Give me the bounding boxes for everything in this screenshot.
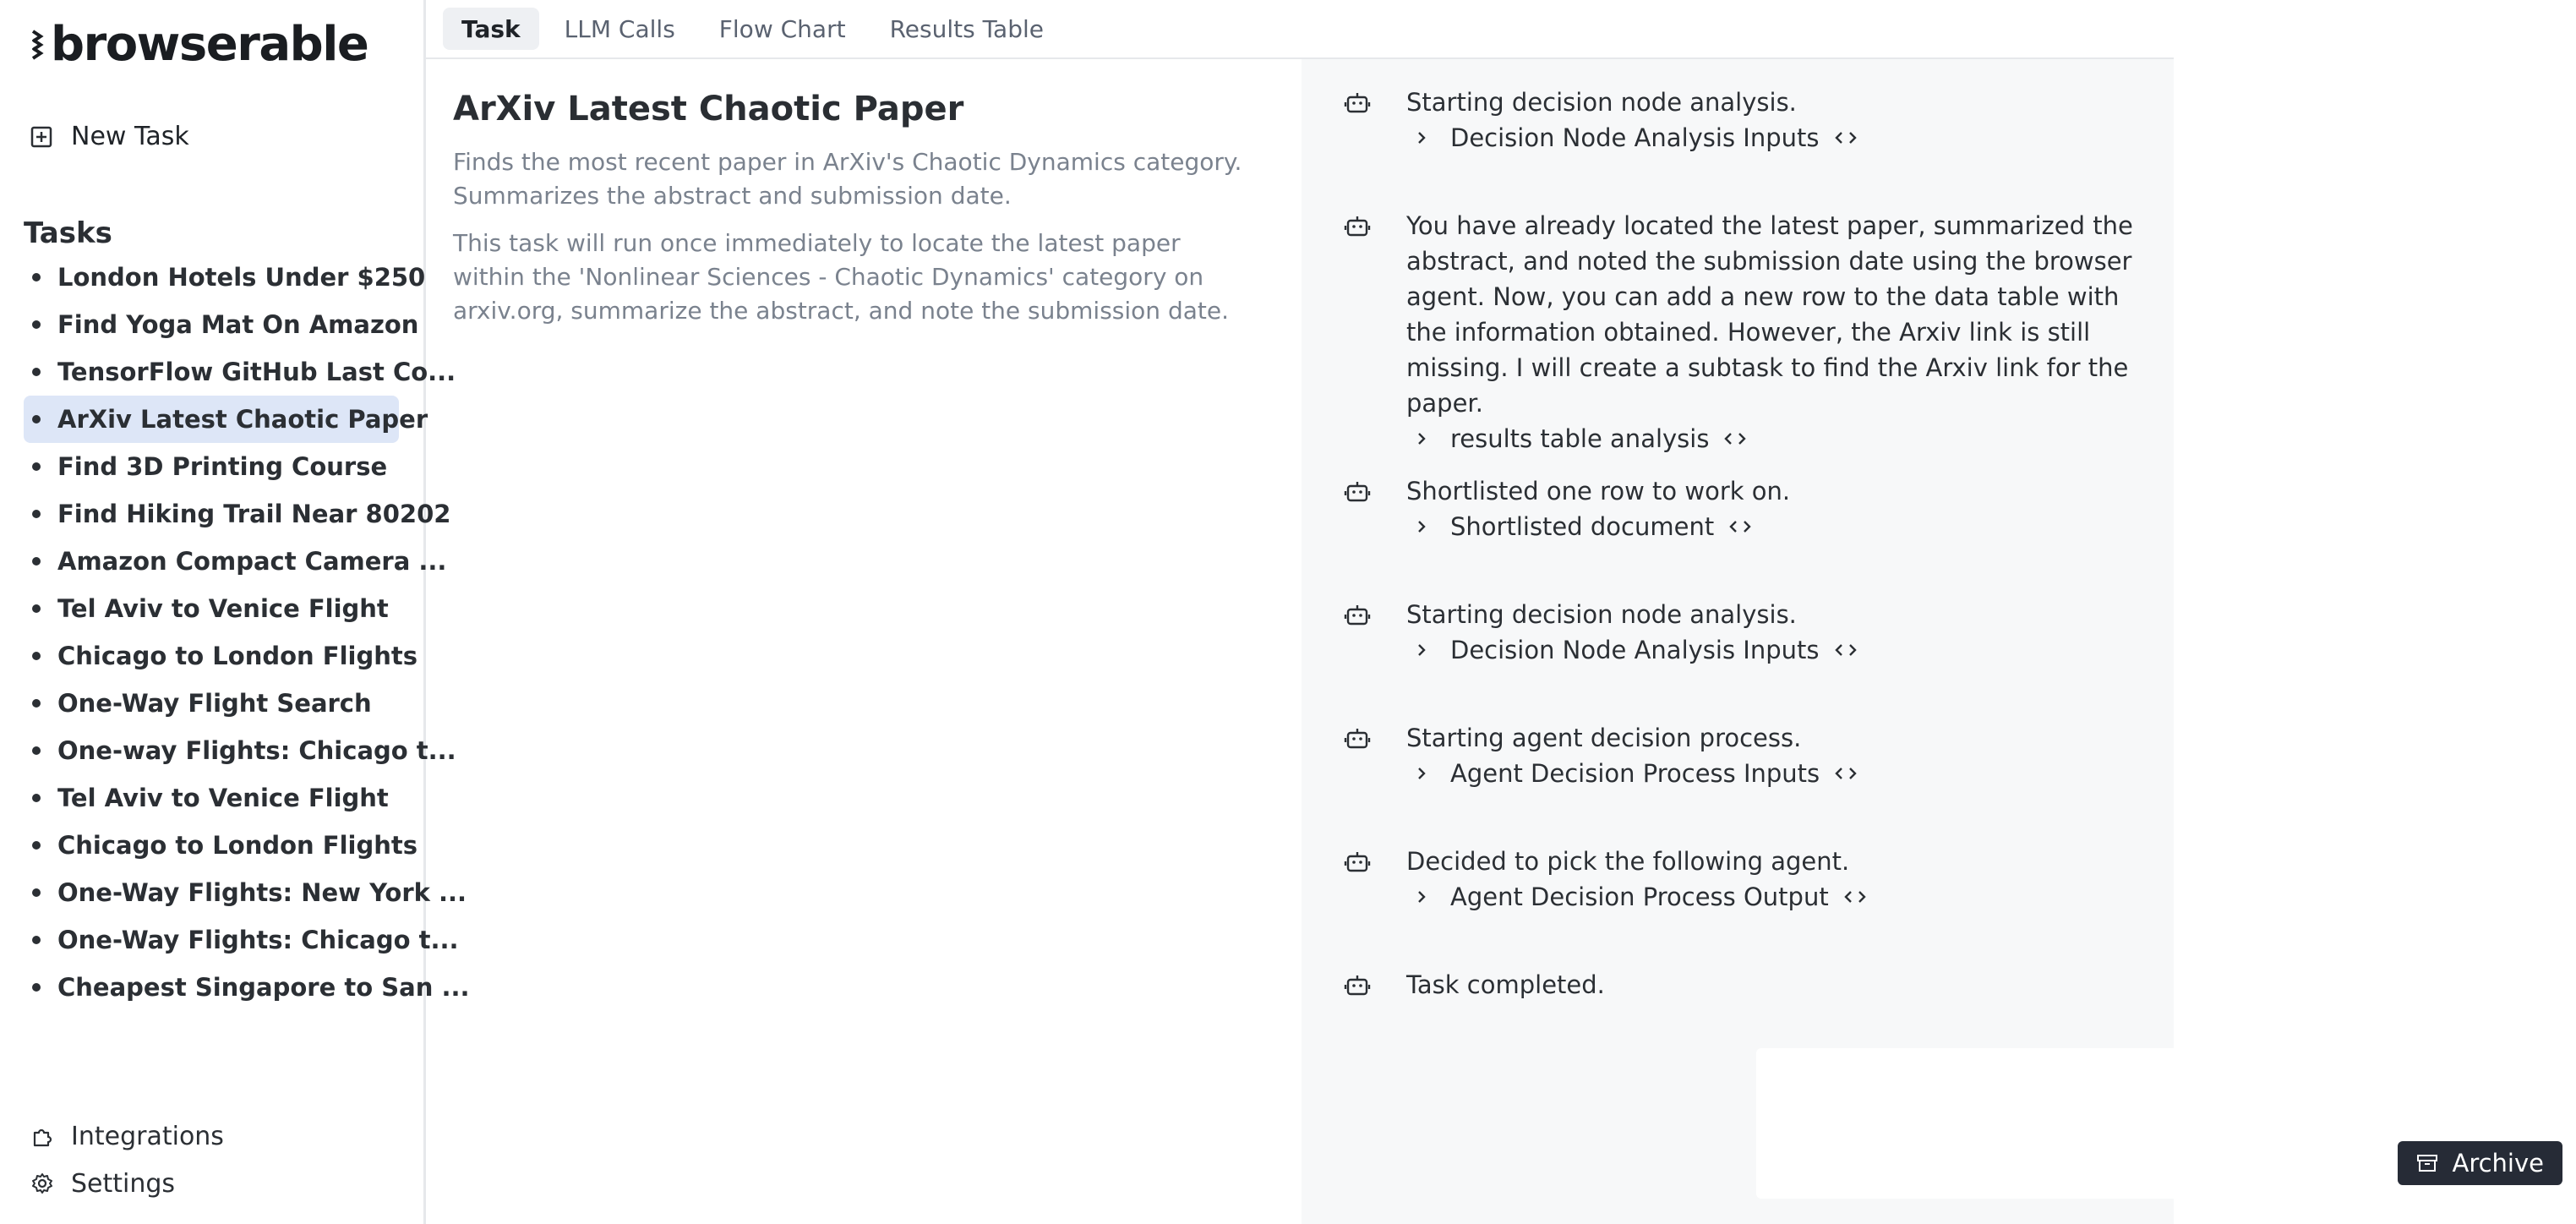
bullet-icon xyxy=(32,983,41,992)
sidebar xyxy=(0,0,470,1224)
log-entry-details-label: results table analysis xyxy=(1450,424,1710,453)
log-entry-text: Starting decision node analysis. xyxy=(1406,600,1797,629)
robot-icon xyxy=(1344,849,1371,876)
task-list xyxy=(24,254,470,1011)
task-list-item-label: Cheapest Singapore to San ... xyxy=(57,973,470,1002)
task-title: ArXiv Latest Chaotic Paper xyxy=(453,90,964,128)
log-entry-body xyxy=(1406,967,2142,1003)
log-entry xyxy=(1344,967,2131,1003)
tasks-heading: Tasks xyxy=(24,216,112,250)
bullet-icon xyxy=(32,557,41,566)
task-list-item[interactable] xyxy=(24,869,467,916)
settings-label: Settings xyxy=(71,1168,176,1199)
bullet-icon xyxy=(32,604,41,613)
code-icon[interactable] xyxy=(1727,516,1753,537)
task-list-item[interactable] xyxy=(24,585,399,632)
bullet-icon xyxy=(32,462,41,471)
bullet-icon xyxy=(32,699,41,708)
log-entry-details-toggle[interactable] xyxy=(1411,879,2142,915)
log-entry-details-toggle[interactable] xyxy=(1411,421,2142,456)
task-list-item[interactable] xyxy=(24,774,399,822)
log-entry-details-label: Agent Decision Process Output xyxy=(1450,882,1829,911)
task-list-item[interactable] xyxy=(24,632,418,680)
task-list-item-label: One-Way Flight Search xyxy=(57,689,372,718)
task-list-item-label: One-way Flights: Chicago t... xyxy=(57,736,456,765)
code-icon[interactable] xyxy=(1842,887,1868,907)
bullet-icon xyxy=(32,794,41,802)
tab-llm-calls[interactable]: LLM Calls xyxy=(564,14,675,43)
composer-box[interactable] xyxy=(1756,1048,2576,1199)
chevron-right-icon xyxy=(1411,640,1432,660)
task-description-summary: Finds the most recent paper in ArXiv's Chaotic Dynamics category. Summarizes the abstract and submission date. xyxy=(453,148,1242,210)
new-task-label: New Task xyxy=(71,122,189,151)
log-entry-details-toggle[interactable] xyxy=(1411,756,2142,791)
task-list-item[interactable] xyxy=(24,348,456,396)
log-entry-text: Starting agent decision process. xyxy=(1406,724,1802,752)
tab-task[interactable]: Task xyxy=(443,8,539,50)
log-entry-details-toggle[interactable] xyxy=(1411,509,2142,544)
robot-icon xyxy=(1344,478,1371,505)
robot-icon xyxy=(1344,213,1371,240)
main-area xyxy=(426,0,2544,1224)
bullet-icon xyxy=(32,510,41,518)
brand-logo[interactable] xyxy=(30,17,368,72)
task-list-item-label: Amazon Compact Camera ... xyxy=(57,547,447,576)
task-list-item-label: Find Hiking Trail Near 80202 xyxy=(57,500,451,528)
task-list-item[interactable] xyxy=(24,538,447,585)
task-list-item[interactable] xyxy=(24,490,451,538)
log-entry-body xyxy=(1406,720,2142,791)
task-list-item[interactable] xyxy=(24,254,426,301)
log-entry xyxy=(1344,720,2131,791)
bullet-icon xyxy=(32,888,41,897)
code-icon[interactable] xyxy=(1722,429,1748,449)
task-list-item-label: London Hotels Under $250 xyxy=(57,263,426,292)
log-entry xyxy=(1344,208,2131,456)
chevron-right-icon xyxy=(1411,429,1432,449)
bullet-icon xyxy=(32,936,41,944)
task-list-item-label: Chicago to London Flights xyxy=(57,831,418,860)
archive-icon xyxy=(2416,1153,2438,1173)
plus-square-icon xyxy=(30,126,52,148)
gear-icon xyxy=(30,1172,54,1195)
task-list-item-label: Tel Aviv to Venice Flight xyxy=(57,594,389,623)
tab-flow-chart[interactable]: Flow Chart xyxy=(718,14,846,43)
task-list-item[interactable] xyxy=(24,396,428,443)
log-entry-details-label: Shortlisted document xyxy=(1450,512,1715,541)
task-description-detail: This task will run once immediately to locate the latest paper within the 'Nonlinear Sciences - Chaotic Dynamics' category on arxiv.org, summarize the abstract, and note the submission date. xyxy=(453,229,1229,325)
log-entry-details-label: Agent Decision Process Inputs xyxy=(1450,759,1820,788)
bullet-icon xyxy=(32,320,41,329)
task-list-item-label: Tel Aviv to Venice Flight xyxy=(57,784,389,812)
task-panel xyxy=(426,59,1302,1224)
log-entry xyxy=(1344,844,2131,915)
log-entry-text: You have already located the latest paper, summarized the abstract, and noted the submission date using the browser agent. Now, you can add a new row to the data table with the information obtained. However, the Arxiv link is still missing. I will create a subtask to find the Arxiv link for the paper. xyxy=(1406,211,2133,418)
archive-button[interactable] xyxy=(2398,1141,2562,1185)
log-entry-body xyxy=(1406,85,2142,156)
log-entry-body xyxy=(1406,597,2142,668)
brand-name: browserable xyxy=(51,17,368,72)
log-entry-details-label: Decision Node Analysis Inputs xyxy=(1450,636,1820,664)
integrations-link[interactable] xyxy=(30,1112,224,1160)
robot-icon xyxy=(1344,972,1371,999)
task-list-item-label: Find 3D Printing Course xyxy=(57,452,388,481)
log-entry-text: Starting decision node analysis. xyxy=(1406,88,1797,117)
bullet-icon xyxy=(32,841,41,850)
log-entry xyxy=(1344,85,2131,156)
log-entry-details-toggle[interactable] xyxy=(1411,632,2142,668)
robot-icon xyxy=(1344,90,1371,117)
task-list-item-label: One-Way Flights: New York ... xyxy=(57,878,467,907)
robot-icon xyxy=(1344,602,1371,629)
sidebar-bottom-nav xyxy=(30,1112,224,1207)
robot-icon xyxy=(1344,725,1371,752)
task-list-item[interactable] xyxy=(24,727,456,774)
task-list-item-label: ArXiv Latest Chaotic Paper xyxy=(57,405,428,434)
tab-results-table[interactable]: Results Table xyxy=(889,14,1044,43)
chevron-right-icon xyxy=(1411,516,1432,537)
logo-mark-icon xyxy=(30,26,46,63)
log-entry-details-label: Decision Node Analysis Inputs xyxy=(1450,123,1820,152)
task-list-item-label: One-Way Flights: Chicago t... xyxy=(57,926,459,954)
bullet-icon xyxy=(32,415,41,423)
chevron-right-icon xyxy=(1411,887,1432,907)
task-list-item-label: Chicago to London Flights xyxy=(57,642,418,670)
log-entry-body xyxy=(1406,473,2142,544)
task-list-item[interactable] xyxy=(24,301,419,348)
task-list-item-label: TensorFlow GitHub Last Co... xyxy=(57,358,456,386)
tab-bar xyxy=(426,0,2174,59)
log-entry-text: Task completed. xyxy=(1406,970,1605,999)
code-icon[interactable] xyxy=(1833,763,1858,784)
new-task-button[interactable] xyxy=(30,122,189,151)
integrations-label: Integrations xyxy=(71,1121,224,1151)
log-entry-text: Shortlisted one row to work on. xyxy=(1406,477,1791,505)
task-list-item[interactable] xyxy=(24,680,399,727)
bullet-icon xyxy=(32,368,41,376)
code-icon[interactable] xyxy=(1833,640,1858,660)
puzzle-icon xyxy=(30,1124,54,1148)
log-entry xyxy=(1344,473,2131,544)
task-list-item-label: Find Yoga Mat On Amazon xyxy=(57,310,419,339)
log-entry-details-toggle[interactable] xyxy=(1411,120,2142,156)
log-entry-body xyxy=(1406,208,2142,456)
archive-label: Archive xyxy=(2452,1149,2544,1178)
bullet-icon xyxy=(32,273,41,281)
bullet-icon xyxy=(32,652,41,660)
bullet-icon xyxy=(32,746,41,755)
log-entry-text: Decided to pick the following agent. xyxy=(1406,847,1850,876)
settings-link[interactable] xyxy=(30,1160,224,1207)
task-list-item[interactable] xyxy=(24,443,399,490)
task-list-item[interactable] xyxy=(24,964,470,1011)
task-list-item[interactable] xyxy=(24,822,418,869)
task-list-item[interactable] xyxy=(24,916,459,964)
chevron-right-icon xyxy=(1411,763,1432,784)
log-entry-body xyxy=(1406,844,2142,915)
log-entry xyxy=(1344,597,2131,668)
chevron-right-icon xyxy=(1411,128,1432,148)
task-description xyxy=(453,145,1247,328)
code-icon[interactable] xyxy=(1833,128,1858,148)
